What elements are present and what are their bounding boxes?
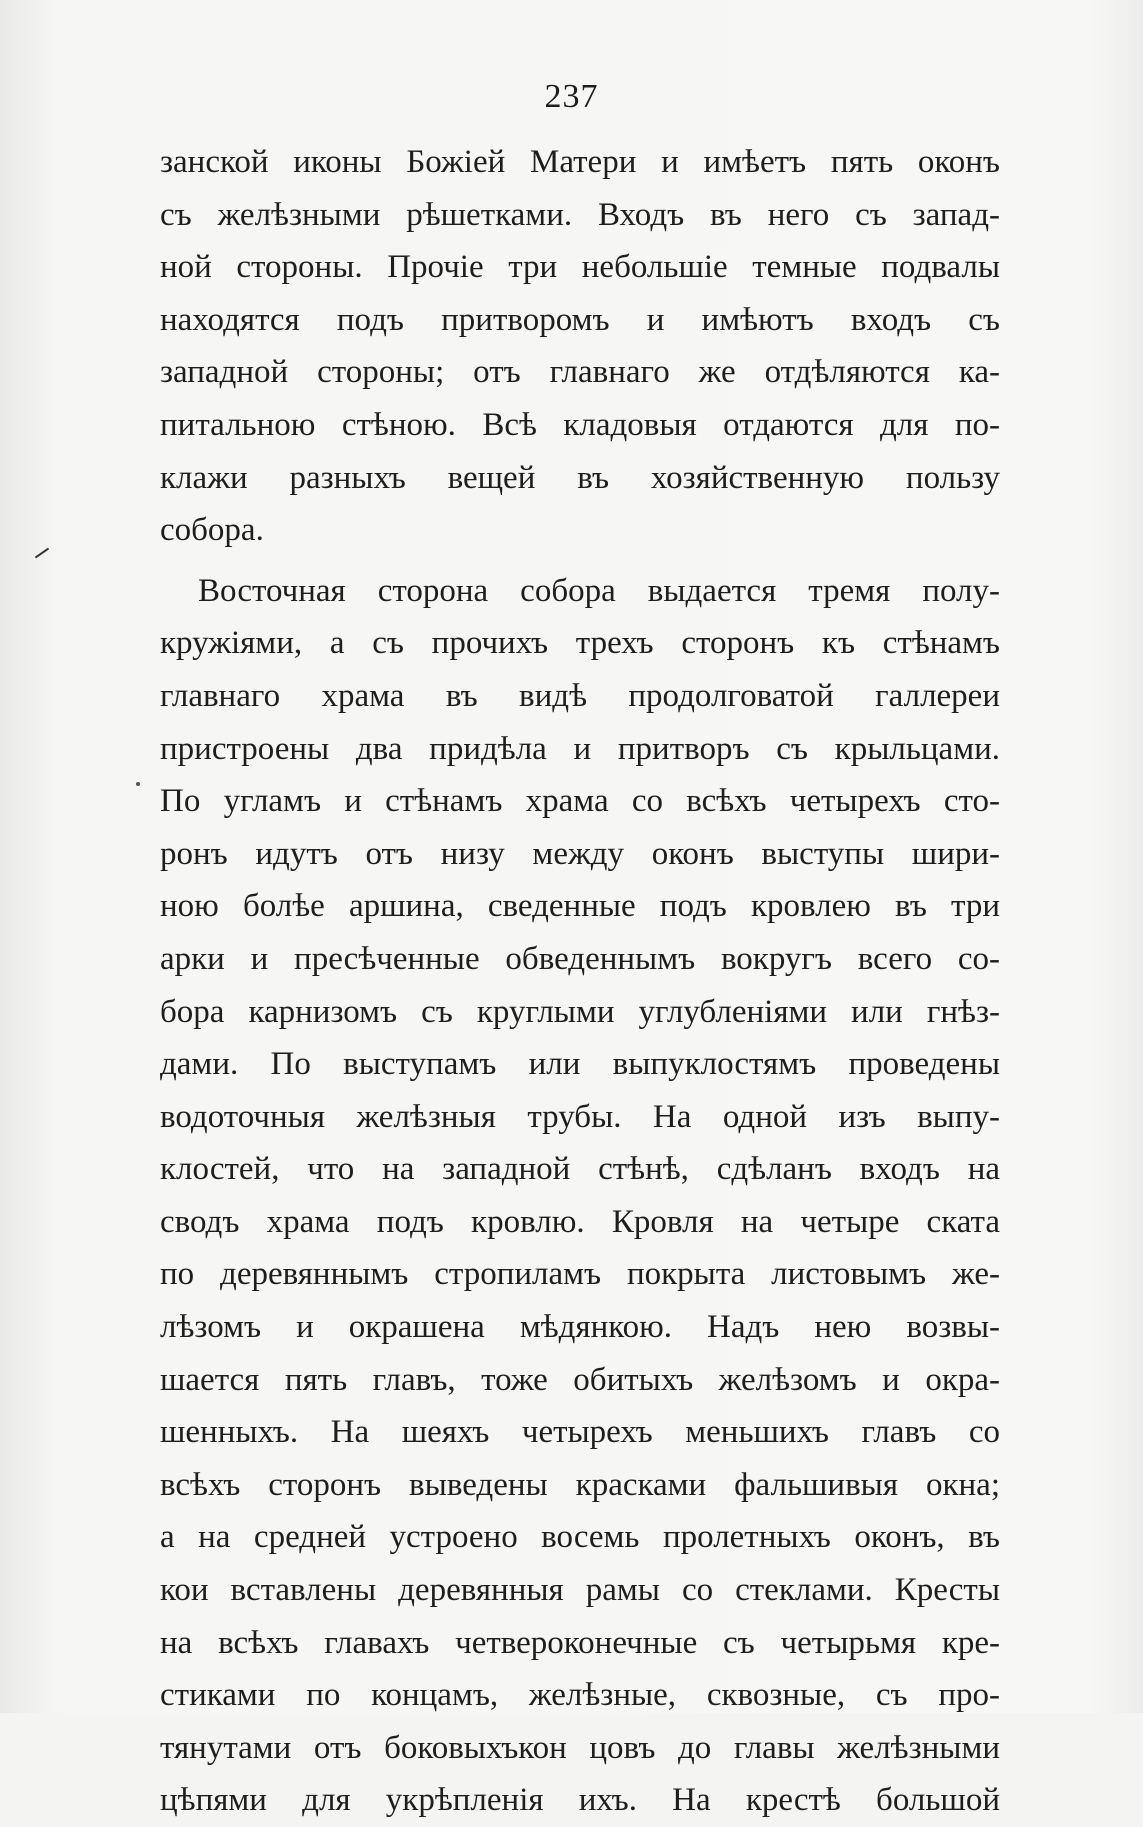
text-line: собора. [160,512,264,549]
text-line: цѣпями для укрѣпленія ихъ. На крестѣ большой [160,1782,1000,1819]
text-line: всѣхъ сторонъ выведены красками фальшивыя окна; [160,1466,1000,1503]
text-line: питальною стѣною. Всѣ кладовыя отдаются для по- [160,406,1000,443]
text-line: ною болѣе аршина, сведенные подъ кровлею въ три [160,888,1000,925]
text-line: кружіями, а съ прочихъ трехъ сторонъ къ стѣнамъ [160,625,1000,662]
text-line: По угламъ и стѣнамъ храма со всѣхъ четырехъ сто- [160,783,1000,820]
text-line: кои вставлены деревянныя рамы со стеклами. Кресты [160,1572,1000,1609]
text-line: лѣзомъ и окрашена мѣдянкою. Надъ нею возвы- [160,1309,1000,1346]
text-line: находятся подъ притворомъ и имѣютъ входъ съ [160,301,1000,338]
text-line: клажи разныхъ вещей въ хозяйственную пользу [160,459,1000,496]
text-line: арки и пресѣченные обведеннымъ вокругъ всего со- [160,940,1000,977]
text-line: тянутами отъ боковыхъкон цовъ до главы желѣзными [160,1729,1000,1766]
paragraph-gap [160,557,1000,565]
margin-pencil-mark [35,548,49,559]
body-text [160,136,1000,1827]
text-line: съ желѣзными рѣшетками. Входъ въ него съ запад- [160,196,1000,233]
text-line: западной стороны; отъ главнаго же отдѣляются ка- [160,354,1000,391]
text-line: ной стороны. Прочіе три небольшіе темные подвалы [160,249,1000,286]
text-line: клостей, что на западной стѣнѣ, сдѣланъ входъ на [160,1151,1000,1188]
text-line: стиками по концамъ, желѣзные, сквозные, съ про- [160,1677,1000,1714]
text-line: по деревяннымъ стропиламъ покрыта листовымъ же- [160,1256,1000,1293]
text-line: пристроены два придѣла и притворъ съ крыльцами. [160,730,1000,767]
text-line: занской иконы Божіей Матери и имѣетъ пять оконъ [160,144,1000,180]
page-number: 237 [544,78,599,115]
text-line: главнаго храма въ видѣ продолговатой галлереи [160,677,1000,714]
text-line: а на средней устроено восемь пролетныхъ оконъ, въ [160,1519,1000,1556]
text-line: Восточная сторона собора выдается тремя полу- [198,572,1000,609]
text-line: ронъ идутъ отъ низу между оконъ выступы шири- [160,835,1000,872]
text-line: водоточныя желѣзныя трубы. На одной изъ выпу- [160,1098,1000,1135]
text-line: шается пять главъ, тоже обитыхъ желѣзомъ и окра- [160,1361,1000,1398]
margin-speck [136,782,140,786]
text-line: шенныхъ. На шеяхъ четырехъ меньшихъ главъ со [160,1414,1000,1451]
text-line: дами. По выступамъ или выпуклостямъ проведены [160,1046,1000,1083]
text-line: на всѣхъ главахъ четвероконечные съ четырьмя кре- [160,1624,1000,1661]
text-line: сводъ храма подъ кровлю. Кровля на четыре ската [160,1203,1000,1240]
text-line: бора карнизомъ съ круглыми углубленіями или гнѣз- [160,993,1000,1030]
